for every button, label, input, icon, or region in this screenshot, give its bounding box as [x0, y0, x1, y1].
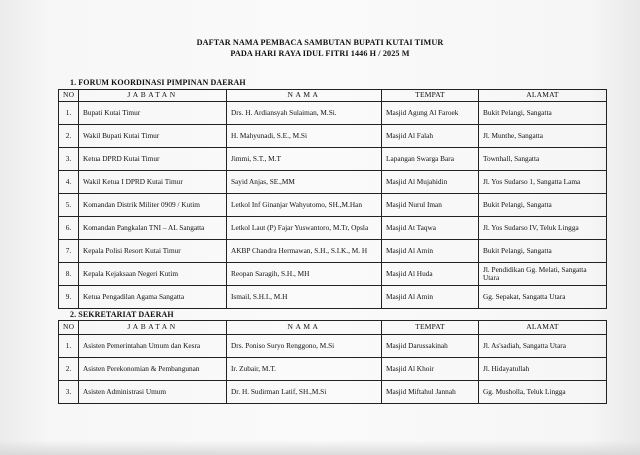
row-nama: Ismail, S.H.I., M.H [227, 286, 382, 309]
row-nama: Sayid Anjas, SE.,MM [227, 171, 382, 194]
table-row [59, 125, 607, 148]
row-no: 1. [59, 102, 79, 125]
row-alamat: Gg. Sepakat, Sangatta Utara [479, 286, 607, 309]
row-alamat: Jl. Hidayatullah [479, 358, 607, 381]
row-nama: Drs. Poniso Suryo Renggono, M.Si [227, 335, 382, 358]
row-jabatan: Asisten Perekonomian & Pembangunan [79, 358, 227, 381]
document-title: DAFTAR NAMA PEMBACA SAMBUTAN BUPATI KUTAI TIMUR [196, 38, 444, 47]
row-tempat: Masjid Al Khoir [382, 358, 479, 381]
table-row [59, 217, 607, 240]
row-tempat: Masjid Al Falah [382, 125, 479, 148]
row-tempat: Masjid Miftahul Jannah [382, 381, 479, 404]
row-nama: H. Mahyunadi, S.E., M.Si [227, 125, 382, 148]
header-nama: NAMA [227, 90, 382, 102]
row-alamat: Bukit Pelangi, Sangatta [479, 240, 607, 263]
section-heading-sekretariat: 2. SEKRETARIAT DAERAH [70, 310, 174, 319]
table-header-row [59, 90, 607, 102]
row-no: 8. [59, 263, 79, 286]
header-alamat: ALAMAT [479, 321, 607, 335]
table-row [59, 286, 607, 309]
row-alamat: Bukit Pelangi, Sangatta [479, 194, 607, 217]
row-alamat: Gg. Musholla, Teluk Lingga [479, 381, 607, 404]
row-jabatan: Komandan Pangkalan TNI – AL Sangatta [79, 217, 227, 240]
table-row [59, 358, 607, 381]
row-tempat: Masjid Al Huda [382, 263, 479, 286]
row-no: 7. [59, 240, 79, 263]
row-jabatan: Asisten Administrasi Umum [79, 381, 227, 404]
row-nama: Dr. H. Sudirman Latif, SH.,M.Si [227, 381, 382, 404]
row-jabatan: Kepala Polisi Resort Kutai Timur [79, 240, 227, 263]
row-jabatan: Asisten Pemerintahan Umum dan Kesra [79, 335, 227, 358]
table-row [59, 381, 607, 404]
header-tempat: TEMPAT [382, 321, 479, 335]
page-edge-shadow [0, 440, 640, 455]
header-jabatan: JABATAN [79, 321, 227, 335]
forkopimda-table [58, 89, 607, 309]
row-alamat: Jl. Pendidikan Gg. Melati, Sangatta Utara [479, 263, 607, 286]
row-no: 2. [59, 358, 79, 381]
table-row [59, 102, 607, 125]
header-alamat: ALAMAT [479, 90, 607, 102]
row-no: 5. [59, 194, 79, 217]
row-alamat: Townhall, Sangatta [479, 148, 607, 171]
row-nama: AKBP Chandra Hermawan, S.H., S.I.K., M. H [227, 240, 382, 263]
row-no: 1. [59, 335, 79, 358]
table-row [59, 263, 607, 286]
document-subtitle: PADA HARI RAYA IDUL FITRI 1446 H / 2025 M [230, 49, 410, 58]
table-row [59, 171, 607, 194]
row-jabatan: Komandan Distrik Militer 0909 / Kutim [79, 194, 227, 217]
row-alamat: Jl. As'sadiah, Sangatta Utara [479, 335, 607, 358]
row-tempat: Masjid At Taqwa [382, 217, 479, 240]
header-tempat: TEMPAT [382, 90, 479, 102]
row-nama: Reopan Saragih, S.H., MH [227, 263, 382, 286]
row-tempat: Lapangan Swarga Bara [382, 148, 479, 171]
row-alamat: Jl. Yos Sudarso 1, Sangatta Lama [479, 171, 607, 194]
row-jabatan: Kepala Kejaksaan Negeri Kutim [79, 263, 227, 286]
row-tempat: Masjid Darussakinah [382, 335, 479, 358]
row-nama: Letkol Inf Ginanjar Wahyutomo, SH.,M.Han [227, 194, 382, 217]
row-no: 2. [59, 125, 79, 148]
header-jabatan: JABATAN [79, 90, 227, 102]
row-tempat: Masjid Al Mujahidin [382, 171, 479, 194]
row-jabatan: Wakil Bupati Kutai Timur [79, 125, 227, 148]
table-row [59, 194, 607, 217]
row-alamat: Jl. Yos Sudarso IV, Teluk Lingga [479, 217, 607, 240]
row-nama: Drs. H. Ardiansyah Sulaiman, M.Si. [227, 102, 382, 125]
row-jabatan: Bupati Kutai Timur [79, 102, 227, 125]
row-no: 3. [59, 381, 79, 404]
row-tempat: Masjid Al Amin [382, 240, 479, 263]
row-jabatan: Ketua DPRD Kutai Timur [79, 148, 227, 171]
row-tempat: Masjid Al Amin [382, 286, 479, 309]
table-row [59, 148, 607, 171]
row-jabatan: Ketua Pengadilan Agama Sangatta [79, 286, 227, 309]
table-row [59, 240, 607, 263]
row-no: 4. [59, 171, 79, 194]
sekretariat-table [58, 320, 607, 404]
header-nama: NAMA [227, 321, 382, 335]
row-no: 9. [59, 286, 79, 309]
row-jabatan: Wakil Ketua I DPRD Kutai Timur [79, 171, 227, 194]
row-nama: Ir. Zubair, M.T. [227, 358, 382, 381]
row-nama: Letkol Laut (P) Fajar Yuswantoro, M.Tr, Opsla [227, 217, 382, 240]
row-tempat: Masjid Agung Al Faroek [382, 102, 479, 125]
row-alamat: Bukit Pelangi, Sangatta [479, 102, 607, 125]
header-no: NO [59, 90, 79, 102]
row-nama: Jimmi, S.T., M.T [227, 148, 382, 171]
table-row [59, 335, 607, 358]
row-no: 3. [59, 148, 79, 171]
row-alamat: Jl. Munthe, Sangatta [479, 125, 607, 148]
row-no: 6. [59, 217, 79, 240]
header-no: NO [59, 321, 79, 335]
section-heading-forkopimda: 1. FORUM KOORDINASI PIMPINAN DAERAH [70, 78, 246, 87]
table-header-row [59, 321, 607, 335]
row-tempat: Masjid Nurul Iman [382, 194, 479, 217]
